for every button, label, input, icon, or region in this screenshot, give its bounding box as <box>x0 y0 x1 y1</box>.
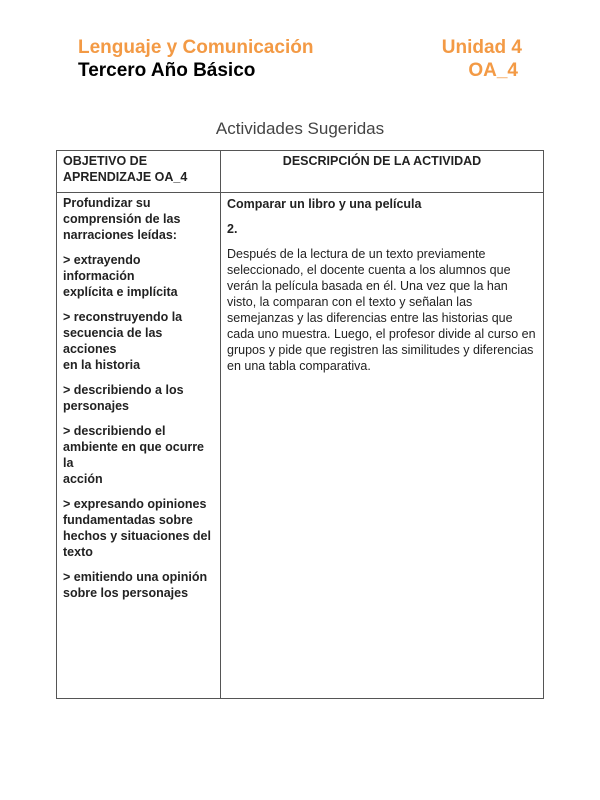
objective-item: > expresando opiniones fundamentadas sobre hechos y situaciones del texto <box>63 497 211 559</box>
table-row <box>57 193 544 699</box>
objective-item: > describiendo a los personajes <box>63 383 184 413</box>
grade-title: Tercero Año Básico <box>78 60 256 81</box>
oa-label: OA_4 <box>468 60 518 81</box>
description-header: DESCRIPCIÓN DE LA ACTIVIDAD <box>221 151 544 193</box>
objective-header: OBJETIVO DE APRENDIZAJE OA_4 <box>57 151 221 193</box>
objective-item: > reconstruyendo la secuencia de las acciones en la historia <box>63 310 183 372</box>
subject-title: Lenguaje y Comunicación <box>78 37 314 58</box>
activities-table <box>56 150 544 699</box>
objectives-cell <box>57 193 221 699</box>
objective-item: > describiendo el ambiente en que ocurre la acción <box>63 424 205 486</box>
activity-title: Comparar un libro y una película <box>227 197 422 211</box>
objective-item: > emitiendo una opinión sobre los personajes <box>63 570 208 600</box>
activity-number: 2. <box>227 222 238 236</box>
objective-item: > extrayendo información explícita e implícita <box>63 253 178 299</box>
unit-label: Unidad 4 <box>441 37 522 58</box>
activity-description: Después de la lectura de un texto previamente seleccionado, el docente cuenta a los alumnos que verán la película basada en él. Una vez que la han visto, la comparan con el texto y señalan las semejanzas y las diferencias entre las historias que cada uno muestra. Luego, el profesor divide al curso en grupos y pide que registren las similitudes y diferencias en una tabla comparativa. <box>227 247 536 373</box>
description-cell <box>221 193 544 699</box>
section-title: Actividades Sugeridas <box>215 119 385 138</box>
objective-item: Profundizar su comprensión de las narraciones leídas: <box>63 196 181 242</box>
table-header-row <box>57 151 544 193</box>
